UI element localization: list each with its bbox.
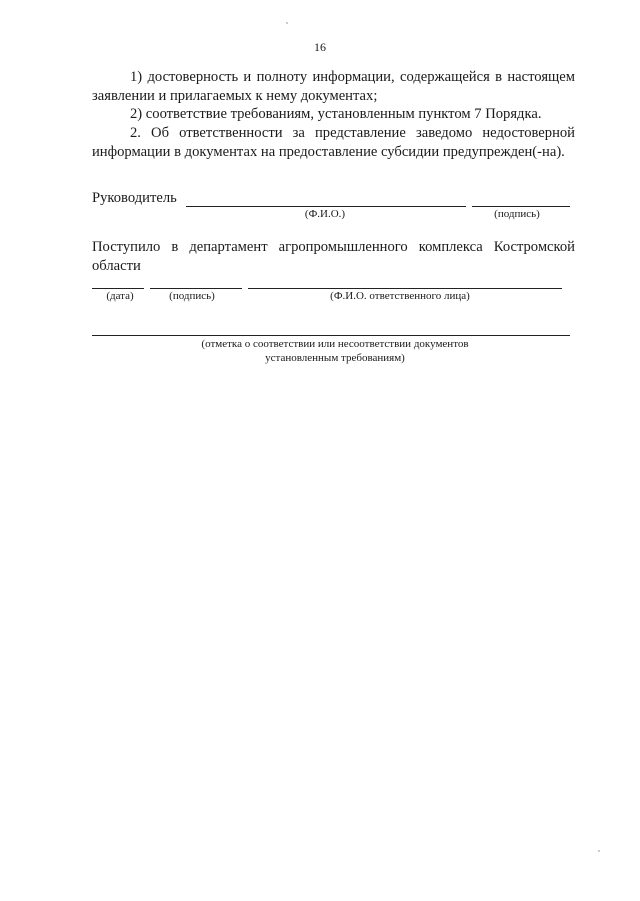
received-date-line	[92, 288, 144, 289]
scan-speck	[598, 850, 600, 852]
compliance-note-line	[92, 335, 570, 336]
received-official-caption: (Ф.И.О. ответственного лица)	[330, 290, 470, 302]
manager-signature-line	[472, 206, 570, 207]
manager-fio-caption: (Ф.И.О.)	[304, 208, 346, 220]
compliance-note-line1: (отметка о соответствии или несоответствии документов	[201, 338, 469, 350]
manager-label: Руководитель	[92, 190, 177, 206]
received-date-caption: (дата)	[106, 290, 134, 302]
page-number: 16	[314, 40, 326, 54]
scan-speck	[286, 22, 288, 24]
manager-fio-line	[186, 206, 466, 207]
paragraph-responsibility: 2. Об ответственности за представление заведомо недостоверной информации в документах на предоставление субсидии предупрежден(-на).	[92, 125, 575, 160]
received-text: Поступило в департамент агропромышленного комплекса Костромской области	[92, 239, 575, 274]
received-official-line	[248, 288, 562, 289]
paragraph-compliance: 2) соответствие требованиям, установленным пунктом 7 Порядка.	[130, 106, 542, 122]
compliance-note-line2: установленным требованиям)	[265, 352, 405, 364]
paragraph-reliability: 1) достоверность и полноту информации, содержащейся в настоящем заявлении и прилагаемых к нему документах;	[92, 69, 575, 104]
received-signature-caption: (подпись)	[169, 290, 215, 302]
manager-signature-caption: (подпись)	[494, 208, 540, 220]
received-signature-line	[150, 288, 242, 289]
